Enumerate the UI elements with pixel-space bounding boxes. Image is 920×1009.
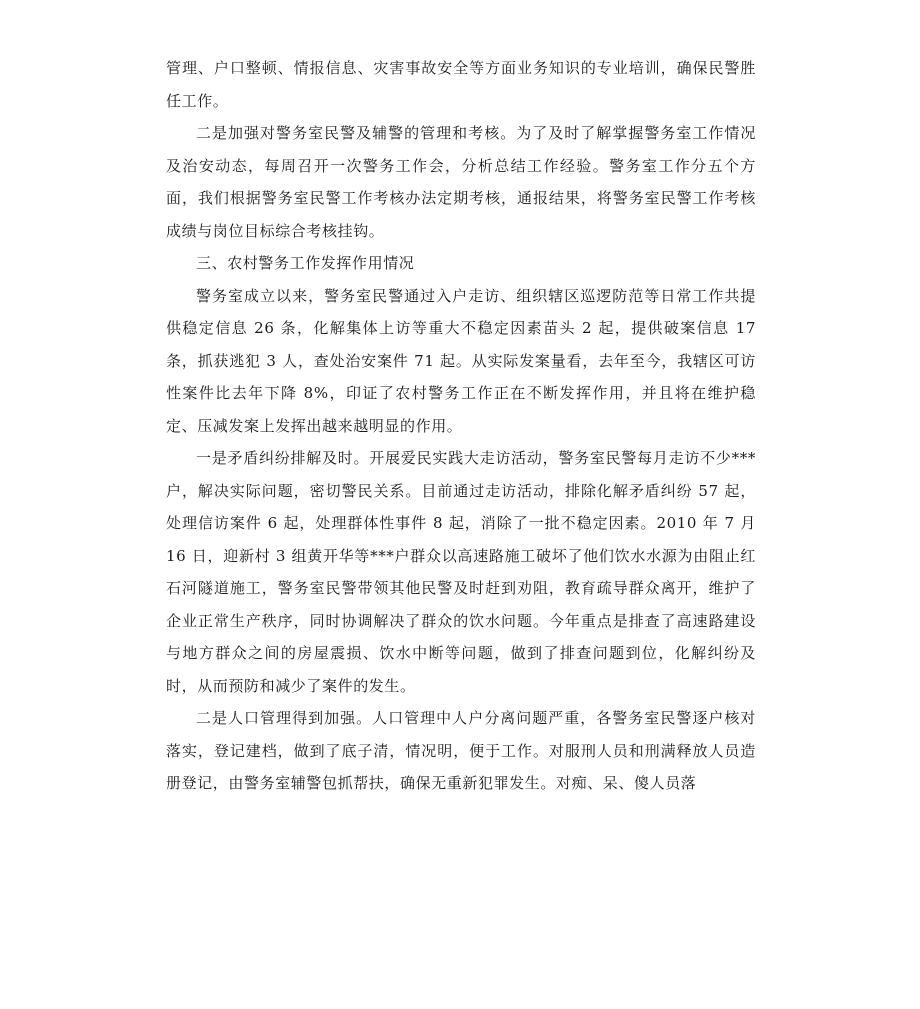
paragraph-population-management: 二是人口管理得到加强。人口管理中人户分离问题严重，各警务室民警逐户核对落实，登记建档，做到了底子清，情况明，便于工作。对服刑人员和刑满释放人员造册登记，由警务室辅警包抓帮扶，确保无重新犯罪发生。对痴、呆、傻人员落 — [166, 709, 756, 792]
paragraph-dispute-resolution: 一是矛盾纠纷排解及时。开展爱民实践大走访活动，警务室民警每月走访不少***户，解决实际问题，密切警民关系。目前通过走访活动，排除化解矛盾纠纷 57 起，处理信访案件 6 起，处理群体性事件 8 起，消除了一批不稳定因素。2010 年 7 月 16 日，迎新村 3 组黄开华等***户群众以高速路施工破坏了他们饮水水源为由阻止红石河隧道施工，警务室民警带领其他民警及时赶到劝阻，教育疏导群众离开，维护了企业正常生产秩序，同时协调解决了群众的饮水问题。今年重点是排查了高速路建设与地方群众之间的房屋震损、饮水中断等问题，做到了排查问题到位，化解纠纷及时，从而预防和减少了案件的发生。 — [166, 449, 756, 695]
document-body — [166, 52, 756, 800]
paragraph-continuation: 管理、户口整顿、情报信息、灾害事故安全等方面业务知识的专业培训，确保民警胜任工作。 — [166, 59, 756, 110]
section-heading: 三、农村警务工作发挥作用情况 — [196, 254, 415, 272]
paragraph-management-assessment: 二是加强对警务室民警及辅警的管理和考核。为了及时了解掌握警务室工作情况及治安动态，每周召开一次警务工作会，分析总结工作经验。警务室工作分五个方面，我们根据警务室民警工作考核办法定期考核，通报结果，将警务室民警工作考核成绩与岗位目标综合考核挂钩。 — [166, 124, 756, 240]
paragraph-results-overview: 警务室成立以来，警务室民警通过入户走访、组织辖区巡逻防范等日常工作共提供稳定信息 26 条，化解集体上访等重大不稳定因素苗头 2 起，提供破案信息 17 条，抓获逃犯 3 人，查处治安案件 71 起。从实际发案量看，去年至今，我辖区可访性案件比去年下降 8%，印证了农村警务工作正在不断发挥作用，并且将在维护稳定、压减发案上发挥出越来越明显的作用。 — [166, 286, 756, 435]
